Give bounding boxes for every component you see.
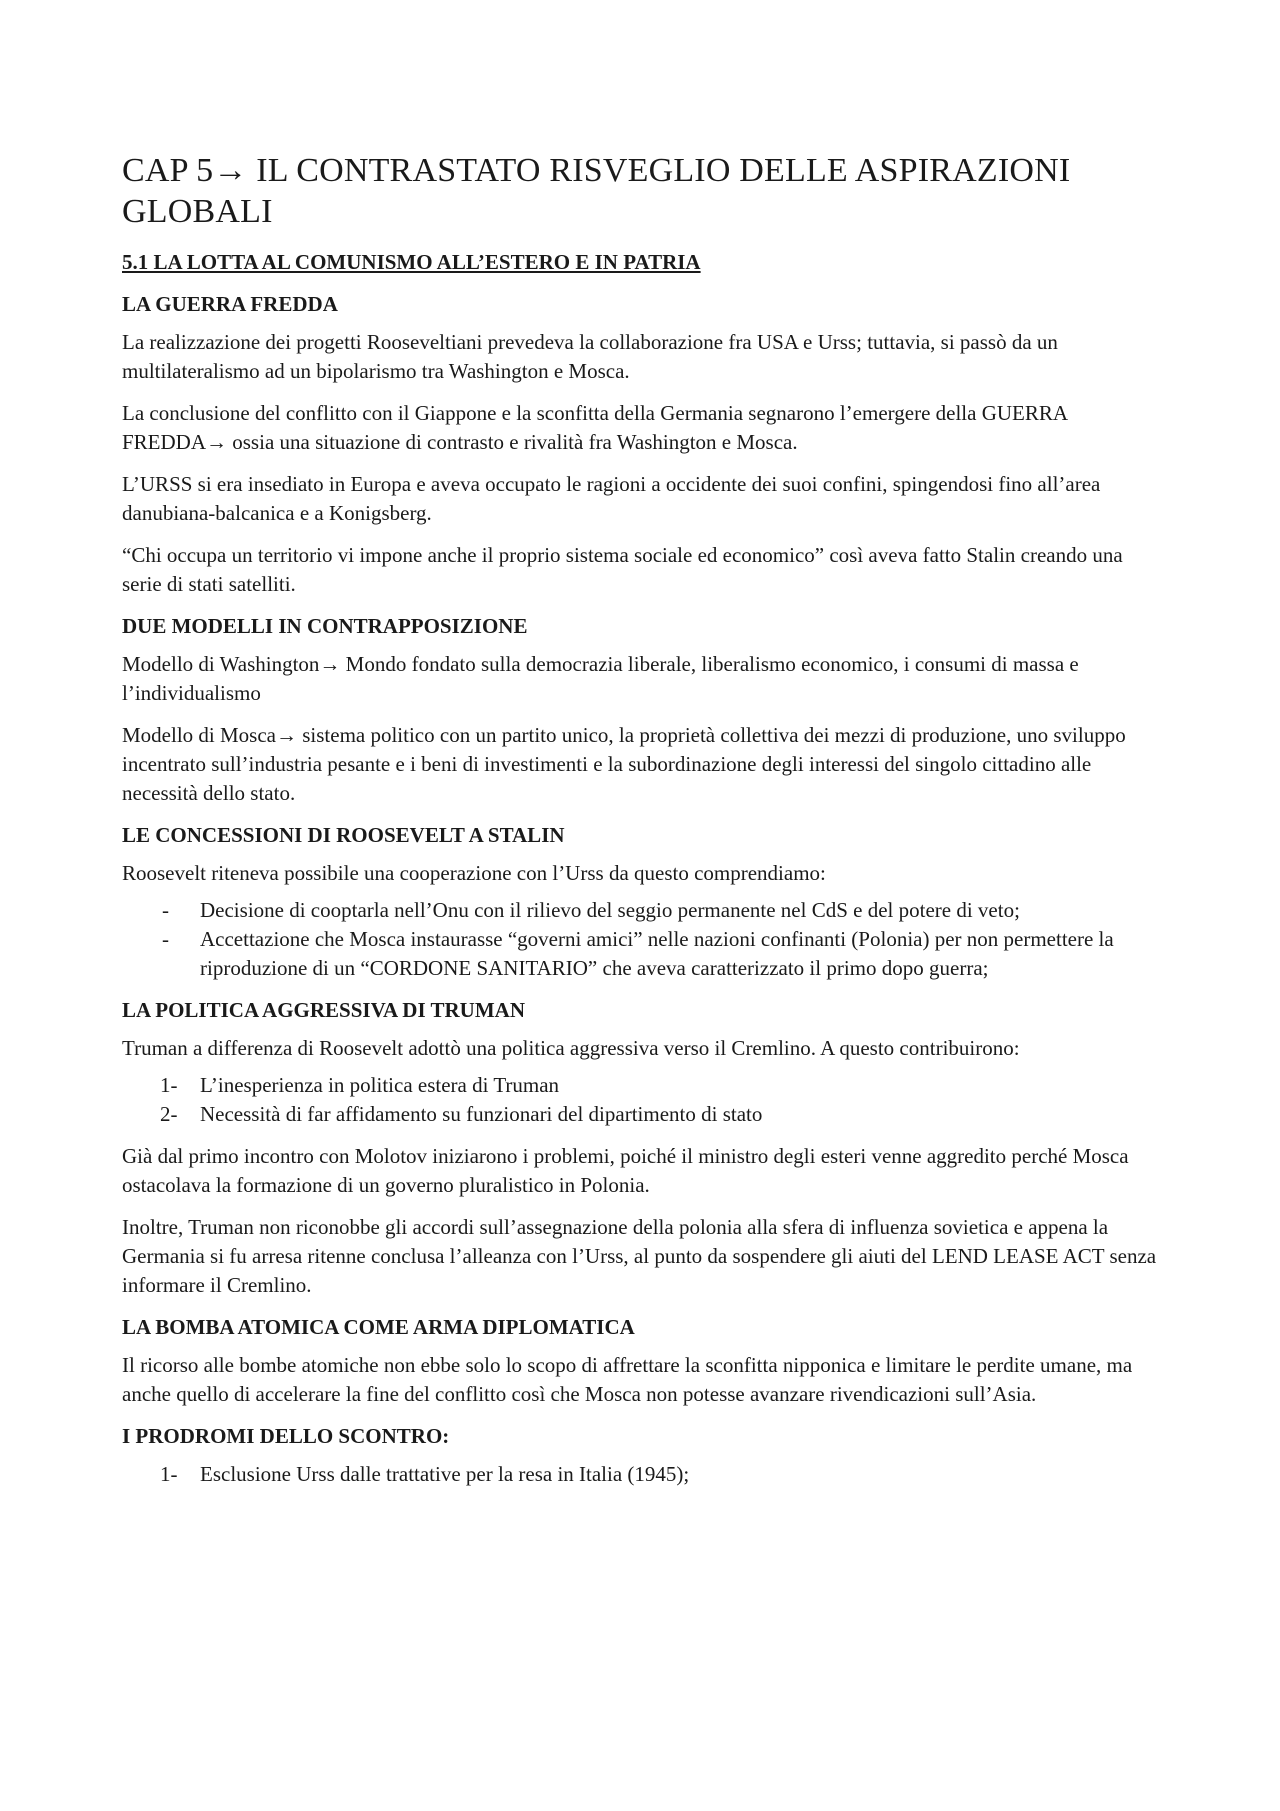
paragraph: “Chi occupa un territorio vi impone anche il proprio sistema sociale ed economico” così aveva fatto Stalin creando una serie di stati satelliti.	[122, 543, 1123, 596]
heading-concessioni: LE CONCESSIONI DI ROOSEVELT A STALIN	[122, 823, 565, 847]
paragraph: Modello di Mosca→ sistema politico con un partito unico, la proprietà collettiva dei mezzi di produzione, uno sviluppo incentrato sull’industria pesante e i beni di investimenti e la subordinazione degli interessi del singolo cittadino alle necessità dello stato.	[122, 723, 1126, 805]
paragraph: L’URSS si era insediato in Europa e aveva occupato le ragioni a occidente dei suoi confini, spingendosi fino all’area danubiana-balcanica e a Konigsberg.	[122, 472, 1101, 525]
list-item-text: Necessità di far affidamento su funzionari del dipartimento di stato	[200, 1102, 763, 1126]
paragraph: Modello di Washington→ Mondo fondato sulla democrazia liberale, liberalismo economico, i consumi di massa e l’individualismo	[122, 652, 1079, 705]
paragraph: La conclusione del conflitto con il Giappone e la sconfitta della Germania segnarono l’emergere della GUERRA FREDDA→ ossia una situazione di contrasto e rivalità fra Washington e Mosca.	[122, 401, 1067, 454]
list-item-text: Accettazione che Mosca instaurasse “governi amici” nelle nazioni confinanti (Polonia) per non permettere la riproduzione di un “CORDONE SANITARIO” che aveva caratterizzato il primo dopo guerra;	[200, 927, 1114, 980]
paragraph: Il ricorso alle bombe atomiche non ebbe solo lo scopo di affrettare la sconfitta nipponica e limitare le perdite umane, ma anche quello di accelerare la fine del conflitto così che Mosca non potesse avanzare rivendicazioni sull’Asia.	[122, 1353, 1133, 1406]
heading-prodromi: I PRODROMI DELLO SCONTRO:	[122, 1424, 450, 1448]
paragraph: Truman a differenza di Roosevelt adottò una politica aggressiva verso il Cremlino. A questo contribuirono:	[122, 1036, 1020, 1060]
numbered-list	[122, 1460, 1162, 1489]
paragraph: Già dal primo incontro con Molotov iniziarono i problemi, poiché il ministro degli esteri venne aggredito perché Mosca ostacolava la formazione di un governo pluralistico in Polonia.	[122, 1144, 1129, 1197]
chapter-title: CAP 5→ IL CONTRASTATO RISVEGLIO DELLE ASPIRAZIONI GLOBALI	[122, 152, 1071, 230]
list-marker: 1-	[160, 1462, 178, 1486]
heading-truman: LA POLITICA AGGRESSIVA DI TRUMAN	[122, 998, 525, 1022]
list-item	[122, 1100, 1162, 1129]
list-item	[122, 1071, 1162, 1100]
heading-guerra-fredda: LA GUERRA FREDDA	[122, 292, 338, 316]
list-item	[122, 896, 1162, 925]
paragraph: La realizzazione dei progetti Rooseveltiani prevedeva la collaborazione fra USA e Urss; tuttavia, si passò da un multilateralismo ad un bipolarismo tra Washington e Mosca.	[122, 330, 1058, 383]
list-marker: -	[162, 898, 169, 922]
list-marker: -	[162, 927, 169, 951]
heading-bomba-atomica: LA BOMBA ATOMICA COME ARMA DIPLOMATICA	[122, 1315, 635, 1339]
list-item	[122, 1460, 1162, 1489]
list-marker: 2-	[160, 1102, 178, 1126]
document-page	[122, 150, 1162, 1502]
list-marker: 1-	[160, 1073, 178, 1097]
bullet-list	[122, 896, 1162, 983]
list-item-text: Esclusione Urss dalle trattative per la resa in Italia (1945);	[200, 1462, 690, 1486]
list-item-text: Decisione di cooptarla nell’Onu con il rilievo del seggio permanente nel CdS e del potere di veto;	[200, 898, 1020, 922]
list-item	[122, 925, 1162, 983]
numbered-list	[122, 1071, 1162, 1129]
paragraph: Roosevelt riteneva possibile una cooperazione con l’Urss da questo comprendiamo:	[122, 861, 826, 885]
paragraph: Inoltre, Truman non riconobbe gli accordi sull’assegnazione della polonia alla sfera di influenza sovietica e appena la Germania si fu arresa ritenne conclusa l’alleanza con l’Urss, al punto da sospendere gli aiuti del LEND LEASE ACT senza informare il Cremlino.	[122, 1215, 1157, 1297]
heading-due-modelli: DUE MODELLI IN CONTRAPPOSIZIONE	[122, 614, 528, 638]
list-item-text: L’inesperienza in politica estera di Truman	[200, 1073, 560, 1097]
section-subtitle: 5.1 LA LOTTA AL COMUNISMO ALL’ESTERO E IN PATRIA	[122, 250, 701, 274]
